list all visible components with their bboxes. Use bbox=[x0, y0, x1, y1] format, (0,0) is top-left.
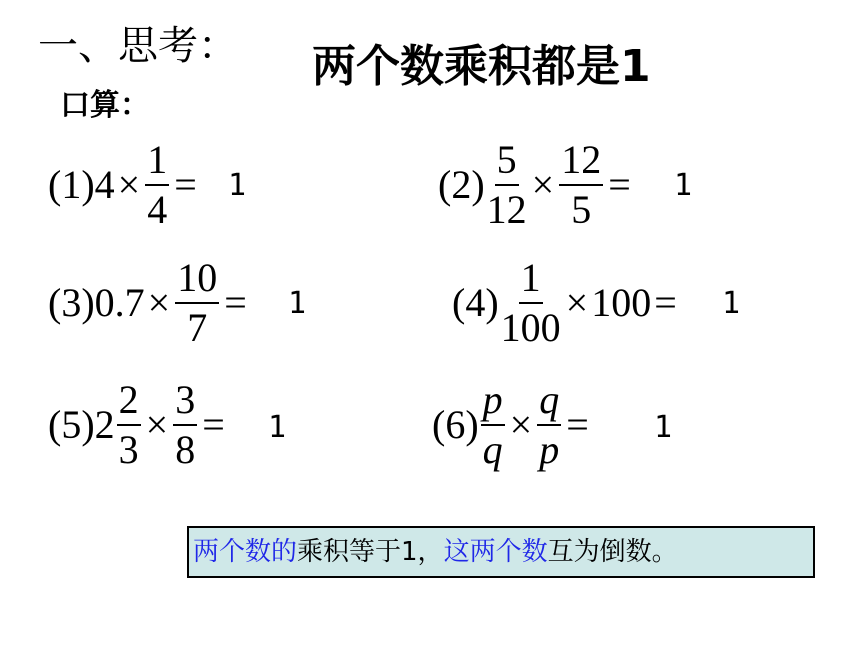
fraction bbox=[145, 137, 169, 232]
numerator: 1 bbox=[145, 140, 169, 186]
answer-5: 1 bbox=[268, 410, 287, 445]
conclusion-box bbox=[187, 526, 815, 578]
equals-sign: = bbox=[566, 402, 589, 447]
problem-label: (3) bbox=[48, 280, 95, 325]
fraction bbox=[559, 137, 603, 232]
problem-label: (2) bbox=[438, 162, 485, 207]
answer-2: 1 bbox=[674, 168, 693, 203]
numerator: 1 bbox=[519, 258, 543, 304]
denominator: 4 bbox=[147, 187, 168, 232]
problem-4 bbox=[452, 255, 680, 350]
multiply-sign: × bbox=[147, 280, 171, 325]
denominator: 5 bbox=[571, 187, 592, 232]
equals-sign: = bbox=[224, 280, 247, 325]
denominator: q bbox=[482, 427, 503, 472]
equals-sign: = bbox=[202, 402, 225, 447]
denominator: 8 bbox=[175, 427, 196, 472]
numerator: 2 bbox=[117, 380, 141, 426]
answer-6: 1 bbox=[654, 410, 673, 445]
numerator: q bbox=[537, 380, 561, 426]
equals-sign: = bbox=[654, 280, 677, 325]
conclusion-part-3: 这两个数 bbox=[443, 537, 548, 567]
fraction bbox=[486, 137, 527, 232]
problem-2 bbox=[438, 137, 634, 232]
multiply-sign: × bbox=[509, 402, 533, 447]
problem-6 bbox=[432, 377, 592, 472]
multiply-sign: × bbox=[531, 162, 555, 207]
problem-label: (1) bbox=[48, 162, 95, 207]
whole-number: 0.7 bbox=[94, 280, 145, 325]
conclusion-part-2: 乘积等于1， bbox=[297, 537, 444, 567]
whole-number: 100 bbox=[591, 280, 652, 325]
denominator: 12 bbox=[486, 187, 527, 232]
problem-3 bbox=[48, 255, 250, 350]
conclusion-part-1: 两个数的 bbox=[193, 537, 298, 567]
numerator: 5 bbox=[495, 140, 519, 186]
problem-5 bbox=[48, 377, 228, 472]
answer-4: 1 bbox=[722, 286, 741, 321]
multiply-sign: × bbox=[565, 280, 589, 325]
denominator: p bbox=[539, 427, 560, 472]
numerator: 10 bbox=[175, 258, 219, 304]
numerator: p bbox=[481, 380, 505, 426]
question-title: 两个数乘积都是1 bbox=[312, 41, 651, 92]
equals-sign: = bbox=[174, 162, 197, 207]
fraction bbox=[481, 377, 505, 472]
answer-1: 1 bbox=[228, 168, 247, 203]
fraction bbox=[175, 255, 219, 350]
subtitle: 口算： bbox=[60, 88, 150, 123]
fraction bbox=[117, 377, 141, 472]
problem-1 bbox=[48, 137, 200, 232]
answer-3: 1 bbox=[288, 286, 307, 321]
equals-sign: = bbox=[608, 162, 631, 207]
whole-number: 2 bbox=[94, 402, 115, 447]
fraction bbox=[537, 377, 561, 472]
problem-label: (6) bbox=[432, 402, 479, 447]
fraction bbox=[500, 255, 561, 350]
multiply-sign: × bbox=[145, 402, 169, 447]
denominator: 3 bbox=[118, 427, 139, 472]
problem-label: (4) bbox=[452, 280, 499, 325]
denominator: 100 bbox=[500, 305, 561, 350]
problem-label: (5) bbox=[48, 402, 95, 447]
fraction bbox=[173, 377, 197, 472]
section-heading: 一、思考： bbox=[38, 23, 238, 69]
numerator: 12 bbox=[559, 140, 603, 186]
denominator: 7 bbox=[187, 305, 208, 350]
multiply-sign: × bbox=[117, 162, 141, 207]
whole-number: 4 bbox=[94, 162, 115, 207]
conclusion-part-4: 互为倒数。 bbox=[547, 537, 678, 567]
numerator: 3 bbox=[173, 380, 197, 426]
